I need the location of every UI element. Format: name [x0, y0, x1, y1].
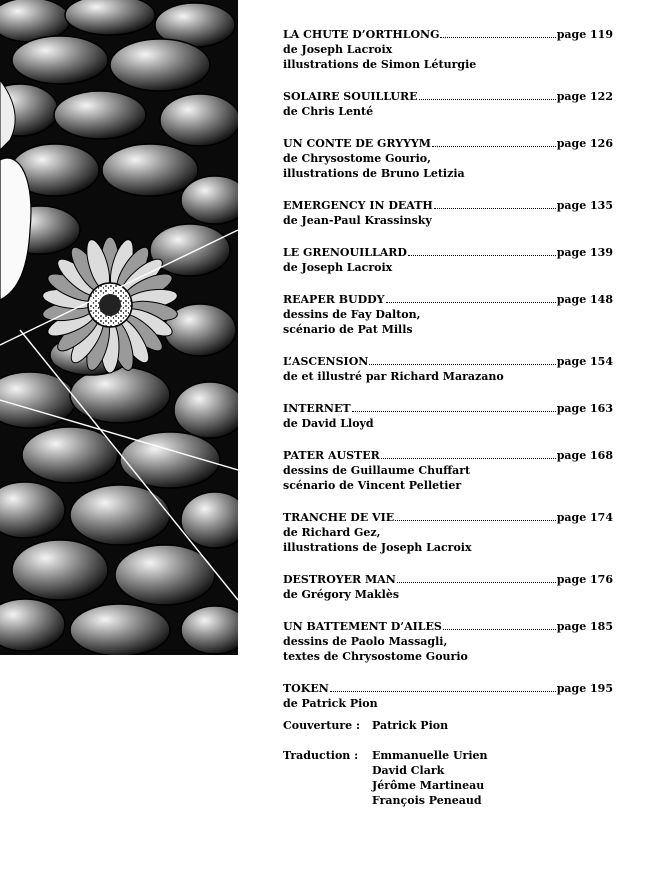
toc-entry-page: page 122 [556, 90, 613, 103]
toc-entry-heading [283, 354, 613, 369]
cover-illustration [0, 0, 238, 655]
toc-entry [283, 198, 613, 228]
toc-entry [283, 292, 613, 337]
toc-entry-credit: scénario de Vincent Pelletier [283, 479, 462, 492]
toc-entry-heading [283, 136, 613, 151]
toc-entry-title: SOLAIRE SOUILLURE [283, 90, 418, 103]
dot-leader [386, 293, 556, 303]
toc-entry [283, 448, 613, 493]
toc-entry-credit: de Richard Gez, [283, 526, 381, 539]
dot-leader [352, 402, 556, 412]
translator-name: Emmanuelle Urien [372, 749, 488, 762]
toc-entry-credit: de Chrysostome Gourio, [283, 152, 431, 165]
pebble-shape [181, 606, 238, 654]
cover-credit [283, 718, 488, 733]
toc-entry-credit: de Jean-Paul Krassinsky [283, 214, 432, 227]
toc-entry-heading [283, 572, 613, 587]
stippled-flower-on-pebbles-illustration [0, 0, 238, 655]
dot-leader [443, 620, 556, 630]
toc-entry-credit: de Joseph Lacroix [283, 43, 393, 56]
pebble-shape [150, 224, 230, 276]
toc-entry-credit: de et illustré par Richard Marazano [283, 370, 504, 383]
toc-entry-title: UN BATTEMENT D’AILES [283, 620, 442, 633]
toc-entry [283, 619, 613, 664]
toc-entry [283, 681, 613, 711]
toc-entry-credit: de Joseph Lacroix [283, 261, 393, 274]
toc-entry-credit: de Grégory Maklès [283, 588, 400, 601]
toc-entry-title: L’ASCENSION [283, 355, 369, 368]
translator-name: Jérôme Martineau [372, 779, 485, 792]
toc-entry [283, 354, 613, 384]
toc-entry-title: UN CONTE DE GRYYYM [283, 137, 431, 150]
toc-entry-page: page 168 [556, 449, 613, 462]
table-of-contents [283, 27, 613, 728]
translator-name: David Clark [372, 764, 445, 777]
toc-entry-credit: illustrations de Joseph Lacroix [283, 541, 472, 554]
toc-entry-credit: dessins de Fay Dalton, [283, 308, 421, 321]
toc-entry-heading [283, 89, 613, 104]
toc-entry-page: page 176 [556, 573, 613, 586]
toc-entry-credit: de Chris Lenté [283, 105, 374, 118]
toc-entry [283, 401, 613, 431]
pebble-shape [174, 382, 238, 438]
pebble-shape [12, 36, 108, 84]
toc-entry-heading [283, 401, 613, 416]
toc-entry [283, 572, 613, 602]
toc-entry-page: page 139 [556, 246, 613, 259]
pebble-shape [160, 94, 238, 146]
dot-leader [440, 28, 555, 38]
toc-entry-title: EMERGENCY IN DEATH [283, 199, 433, 212]
toc-entry [283, 89, 613, 119]
toc-entry-title: LE GRENOUILLARD [283, 246, 407, 259]
pebble-shape [110, 39, 210, 91]
toc-entry-credit: dessins de Paolo Massagli, [283, 635, 448, 648]
toc-entry-title: INTERNET [283, 402, 351, 415]
toc-entry-page: page 148 [556, 293, 613, 306]
toc-entry [283, 27, 613, 72]
toc-entry [283, 510, 613, 555]
dot-leader [395, 511, 556, 521]
pebble-shape [12, 540, 108, 600]
pebble-shape [54, 91, 146, 139]
toc-entry-title: LA CHUTE D’ORTHLONG [283, 28, 440, 41]
toc-entry-heading [283, 510, 613, 525]
dot-leader [330, 682, 556, 692]
toc-entry-heading [283, 681, 613, 696]
credits [283, 718, 488, 823]
toc-entry-page: page 126 [556, 137, 613, 150]
toc-entry-heading [283, 619, 613, 634]
pebble-shape [181, 176, 238, 224]
toc-entry-credit: illustrations de Simon Léturgie [283, 58, 477, 71]
toc-entry-title: DESTROYER MAN [283, 573, 396, 586]
toc-entry-page: page 119 [556, 28, 613, 41]
toc-entry-heading [283, 292, 613, 307]
toc-entry-credit: de David Lloyd [283, 417, 374, 430]
toc-entry-heading [283, 448, 613, 463]
toc-entry-page: page 195 [556, 682, 613, 695]
toc-entry-credit: scénario de Pat Mills [283, 323, 413, 336]
dot-leader [408, 246, 556, 256]
pebble-shape [70, 485, 170, 545]
translation-credit [283, 748, 488, 808]
toc-entry-credit: de Patrick Pion [283, 697, 378, 710]
cover-credit-label: Couverture : [283, 719, 361, 732]
pebble-shape [22, 427, 118, 483]
toc-entry-title: PATER AUSTER [283, 449, 380, 462]
toc-entry-page: page 174 [556, 511, 613, 524]
pebble-shape [65, 0, 155, 35]
dot-leader [397, 573, 556, 583]
pebble-shape [102, 144, 198, 196]
toc-entry-credit: textes de Chrysostome Gourio [283, 650, 468, 663]
dot-leader [432, 137, 556, 147]
toc-entry-title: REAPER BUDDY [283, 293, 385, 306]
toc-entry [283, 245, 613, 275]
translation-credit-label: Traduction : [283, 749, 359, 762]
dot-leader [381, 449, 556, 459]
pebble-shape [70, 604, 170, 655]
toc-entry-page: page 185 [556, 620, 613, 633]
toc-entry-page: page 135 [556, 199, 613, 212]
toc-entry-title: TRANCHE DE VIE [283, 511, 395, 524]
toc-entry-credit: illustrations de Bruno Letizia [283, 167, 465, 180]
dot-leader [369, 355, 555, 365]
toc-entry-page: page 154 [556, 355, 613, 368]
toc-entry-heading [283, 198, 613, 213]
toc-entry-credit: dessins de Guillaume Chuffart [283, 464, 471, 477]
toc-entry-heading [283, 27, 613, 42]
dot-leader [419, 90, 556, 100]
toc-entry [283, 136, 613, 181]
toc-entry-heading [283, 245, 613, 260]
translator-name: François Peneaud [372, 794, 482, 807]
dot-leader [434, 199, 556, 209]
toc-entry-page: page 163 [556, 402, 613, 415]
toc-entry-title: TOKEN [283, 682, 329, 695]
cover-credit-name: Patrick Pion [372, 719, 449, 732]
